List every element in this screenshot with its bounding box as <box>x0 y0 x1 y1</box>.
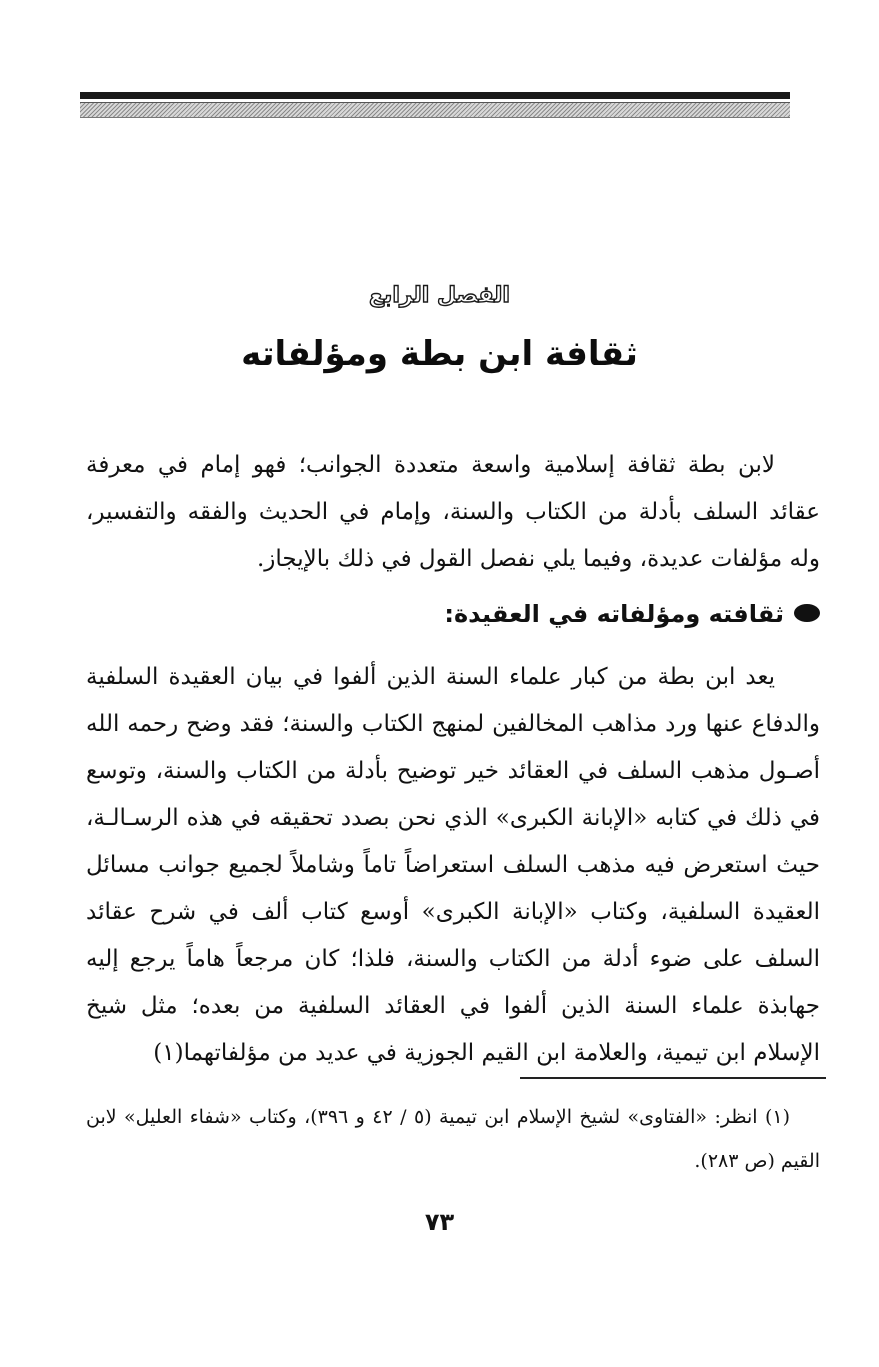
footnote: (١) انظر: «الفتاوى» لشيخ الإسلام ابن تيمية (٥ / ٤٢ و ٣٩٦)، وكتاب «شفاء العليل» لابن القيم (ص ٢٨٣). <box>86 1106 820 1172</box>
bullet-dot-icon <box>794 604 820 622</box>
chapter-title: ثقافة ابن بطة ومؤلفاته <box>241 334 638 374</box>
header-hatched-band <box>80 102 790 118</box>
chapter-label: الفصل الرابع <box>369 283 510 308</box>
header-thick-line <box>80 92 790 99</box>
footnote-separator <box>520 1077 826 1079</box>
page-number: ٧٣ <box>424 1208 455 1236</box>
section-paragraph: يعد ابن بطة من كبار علماء السنة الذين ألفوا في بيان العقيدة السلفية والدفاع عنها ورد مذاهب المخالفين لمنهج الكتاب والسنة؛ فقد وضح رحمه الله أصـول مذهب السلف في العقائد خير توضيح بأدلة من الكتاب والسنة، وتوسع في ذلك في كتابه «الإبانة الكبرى» الذي نحن بصدد تحقيقه في هذه الرسـالـة، حيث استعرض فيه مذهب السلف استعراضاً تاماً وشاملاً لجميع جوانب مسائل العقيدة السلفية، وكتاب «الإبانة الكبرى» أوسع كتاب ألف في شرح عقائد السلف على ضوء أدلة من الكتاب والسنة، فلذا؛ كان مرجعاً هاماً يرجع إليه جهابذة علماء السنة الذين ألفوا في العقائد السلفية من بعده؛ مثل شيخ الإسلام ابن تيمية، والعلامة ابن القيم الجوزية في عديد من مؤلفاتهما(١) <box>86 664 820 1066</box>
intro-paragraph: لابن بطة ثقافة إسلامية واسعة متعددة الجوانب؛ فهو إمام في معرفة عقائد السلف بأدلة من الكتاب والسنة، وإمام في الحديث والفقه والتفسير، وله مؤلفات عديدة، وفيما يلي نفصل القول في ذلك بالإيجاز. <box>86 452 820 572</box>
section-heading-text: ثقافته ومؤلفاته في العقيدة: <box>444 600 784 628</box>
section-heading <box>86 592 820 636</box>
header-ornamental-rule <box>80 92 790 120</box>
